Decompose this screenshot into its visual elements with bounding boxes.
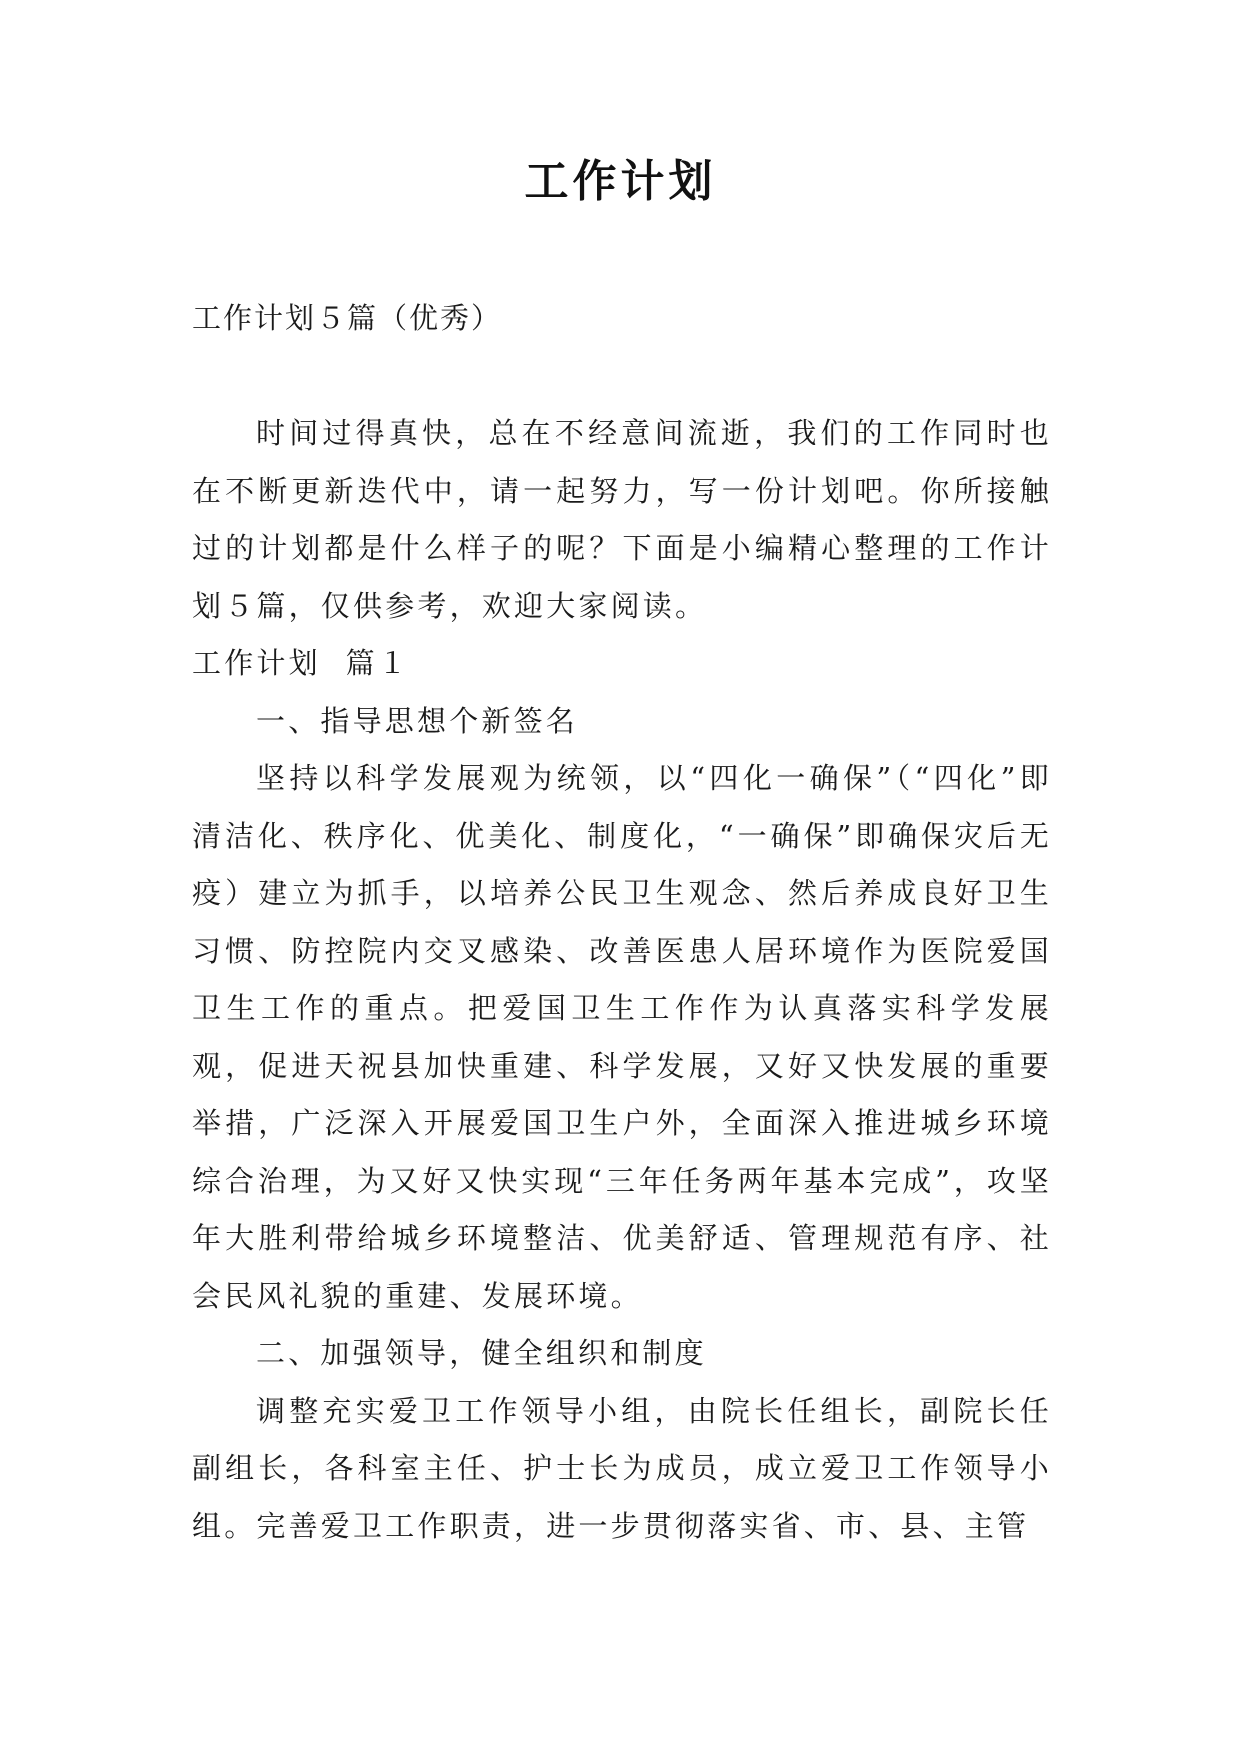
document-body bbox=[192, 405, 1052, 1555]
paragraph-guiding-ideology: 坚持以科学发展观为统领，以“四化一确保”（“四化”即清洁化、秩序化、优美化、制度化，“一确保”即确保灾后无疫）建立为抓手，以培养公民卫生观念、然后养成良好卫生习惯、防控院内交叉感染、改善医患人居环境作为医院爱国卫生工作的重点。把爱国卫生工作作为认真落实科学发展观，促进天祝县加快重建、科学发展，又好又快发展的重要举措，广泛深入开展爱国卫生户外，全面深入推进城乡环境综合治理，为又好又快实现“三年任务两年基本完成”，攻坚年大胜利带给城乡环境整洁、优美舒适、管理规范有序、社会民风礼貌的重建、发展环境。 bbox=[192, 761, 1052, 1313]
paragraph-leadership: 调整充实爱卫工作领导小组，由院长任组长，副院长任副组长，各科室主任、护士长为成员，成立爱卫工作领导小组。完善爱卫工作职责，进一步贯彻落实省、市、县、主管 bbox=[192, 1393, 1052, 1543]
section-heading-part-1: 工作计划 篇１ bbox=[192, 646, 411, 680]
heading-leadership: 二、加强领导，健全组织和制度 bbox=[256, 1336, 707, 1370]
intro-paragraph: 时间过得真快，总在不经意间流逝，我们的工作同时也在不断更新迭代中，请一起努力，写一份计划吧。你所接触过的计划都是什么样子的呢？下面是小编精心整理的工作计划５篇，仅供参考，欢迎大家阅读。 bbox=[192, 416, 1052, 623]
heading-guiding-ideology: 一、指导思想个新签名 bbox=[256, 703, 579, 738]
document-subtitle: 工作计划５篇（优秀） bbox=[192, 301, 503, 335]
page-title: 工作计划 bbox=[524, 156, 717, 207]
